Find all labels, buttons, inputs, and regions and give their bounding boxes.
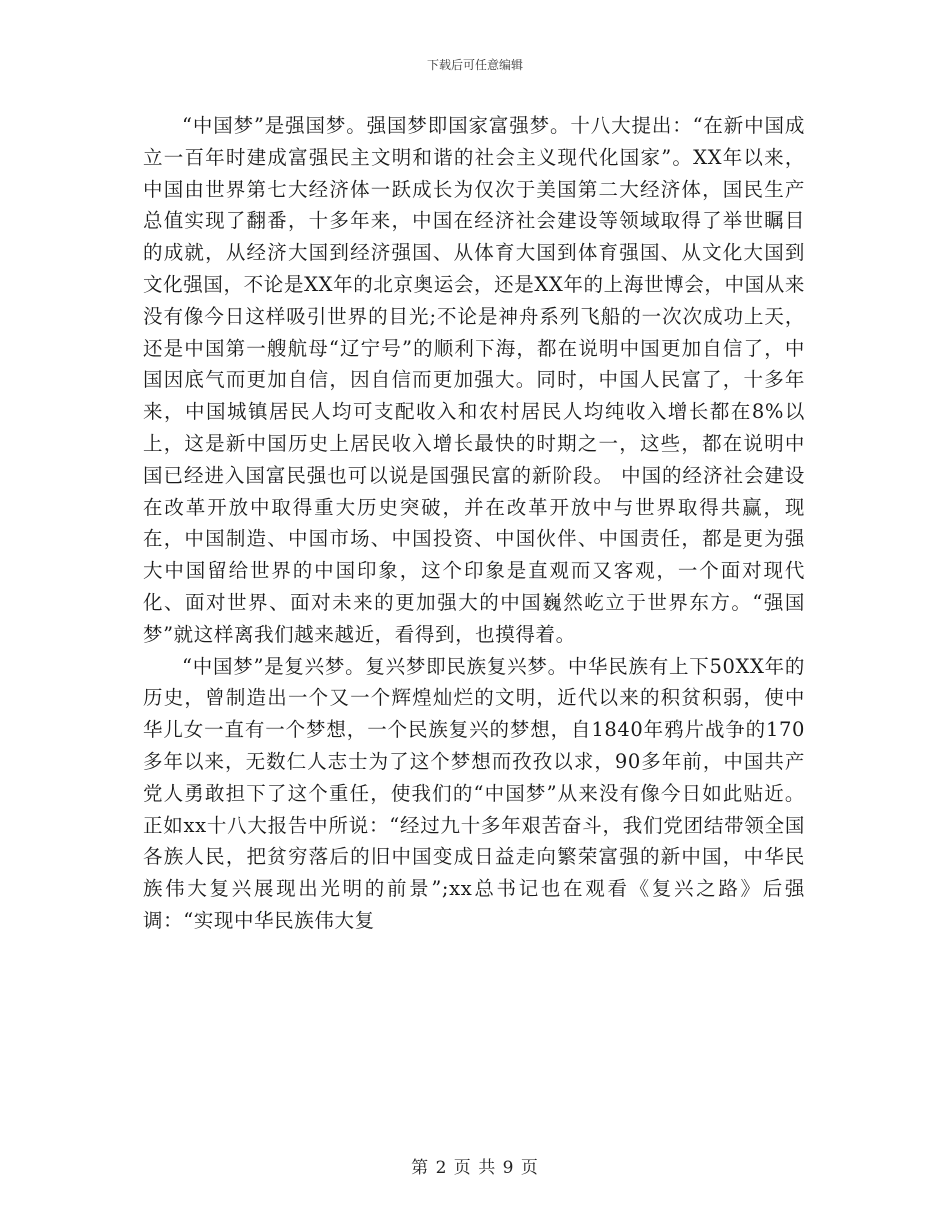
- paragraph-rejuvenation-dream: “中国梦”是复兴梦。复兴梦即民族复兴梦。中华民族有上下50XX年的历史，曾制造出一个又一个辉煌灿烂的文明，近代以来的积贫积弱，使中华儿女一直有一个梦想，一个民族复兴的梦想，自1840年鸦片战争的170多年以来，无数仁人志士为了这个梦想而孜孜以求，90多年前，中国共产党人勇敢担下了这个重任，使我们的“中国梦”从来没有像今日如此贴近。正如xx十八大报告中所说：“经过九十多年艰苦奋斗，我们党团结带领全国各族人民，把贫穷落后的旧中国变成日益走向繁荣富强的新中国，中华民族伟大复兴展现出光明的前景”;xx总书记也在观看《复兴之路》后强调：“实现中华民族伟大复: [143, 654, 805, 932]
- page-header: 下载后可任意编辑: [426, 58, 523, 72]
- page-number-footer: 第 2 页 共 9 页: [411, 1158, 539, 1178]
- paragraph-strong-nation-dream: “中国梦”是强国梦。强国梦即国家富强梦。十八大提出：“在新中国成立一百年时建成富强民主文明和谐的社会主义现代化国家”。XX年以来，中国由世界第七大经济体一跃成长为仅次于美国第二大经济体，国民生产总值实现了翻番，十多年来，中国在经济社会建设等领域取得了举世瞩目的成就，从经济大国到经济强国、从体育大国到体育强国、从文化大国到文化强国，不论是XX年的北京奥运会，还是XX年的上海世博会，中国从来没有像今日这样吸引世界的目光;不论是神舟系列飞船的一次次成功上天，还是中国第一艘航母“辽宁号”的顺利下海，都在说明中国更加自信了，中国因底气而更加自信，因自信而更加强大。同时，中国人民富了，十多年来，中国城镇居民人均可支配收入和农村居民人均纯收入增长都在8%以上，这是新中国历史上居民收入增长最快的时期之一，这些，都在说明中国已经进入国富民强也可以说是国强民富的新阶段。 中国的经济社会建设在改革开放中取得重大历史突破，并在改革开放中与世界取得共赢，现在，中国制造、中国市场、中国投资、中国伙伴、中国责任，都是更为强大中国留给世界的中国印象，这个印象是直观而又客观，一个面对现代化、面对世界、面对未来的更加强大的中国巍然屹立于世界东方。“强国梦”就这样离我们越来越近，看得到，也摸得着。: [143, 114, 805, 646]
- document-body: [143, 110, 805, 937]
